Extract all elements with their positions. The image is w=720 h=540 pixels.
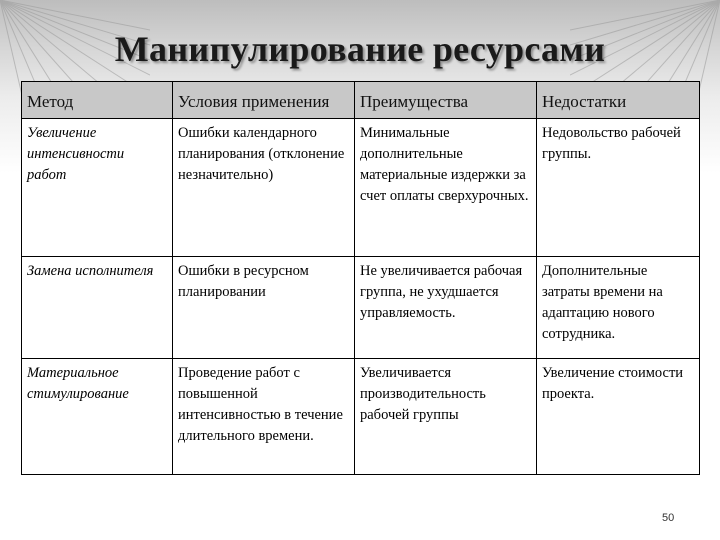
header-method: Метод	[22, 82, 173, 119]
cell-conditions: Ошибки в ресурсном планировании	[173, 257, 355, 359]
page-number: 50	[662, 512, 675, 524]
cell-disadvantages: Дополнительные затраты времени на адаптацию нового сотрудника.	[537, 257, 700, 359]
resource-table	[21, 81, 700, 475]
cell-conditions: Ошибки календарного планирования (отклонение незначительно)	[173, 119, 355, 257]
header-disadvantages: Недостатки	[537, 82, 700, 119]
cell-method: Увеличение интенсивности работ	[22, 119, 173, 257]
header-conditions: Условия применения	[173, 82, 355, 119]
cell-method: Замена исполнителя	[22, 257, 173, 359]
cell-conditions: Проведение работ с повышенной интенсивностью в течение длительного времени.	[173, 359, 355, 475]
cell-advantages: Не увеличивается рабочая группа, не ухудшается управляемость.	[355, 257, 537, 359]
header-advantages: Преимущества	[355, 82, 537, 119]
table-row	[22, 257, 700, 359]
table-row	[22, 119, 700, 257]
cell-method: Материальное стимулирование	[22, 359, 173, 475]
cell-advantages: Минимальные дополнительные материальные издержки за счет оплаты сверхурочных.	[355, 119, 537, 257]
cell-disadvantages: Недовольство рабочей группы.	[537, 119, 700, 257]
cell-disadvantages: Увеличение стоимости проекта.	[537, 359, 700, 475]
cell-advantages: Увеличивается производительность рабочей группы	[355, 359, 537, 475]
slide-title: Манипулирование ресурсами	[114, 29, 606, 69]
table-header-row	[22, 82, 700, 119]
table-row	[22, 359, 700, 475]
